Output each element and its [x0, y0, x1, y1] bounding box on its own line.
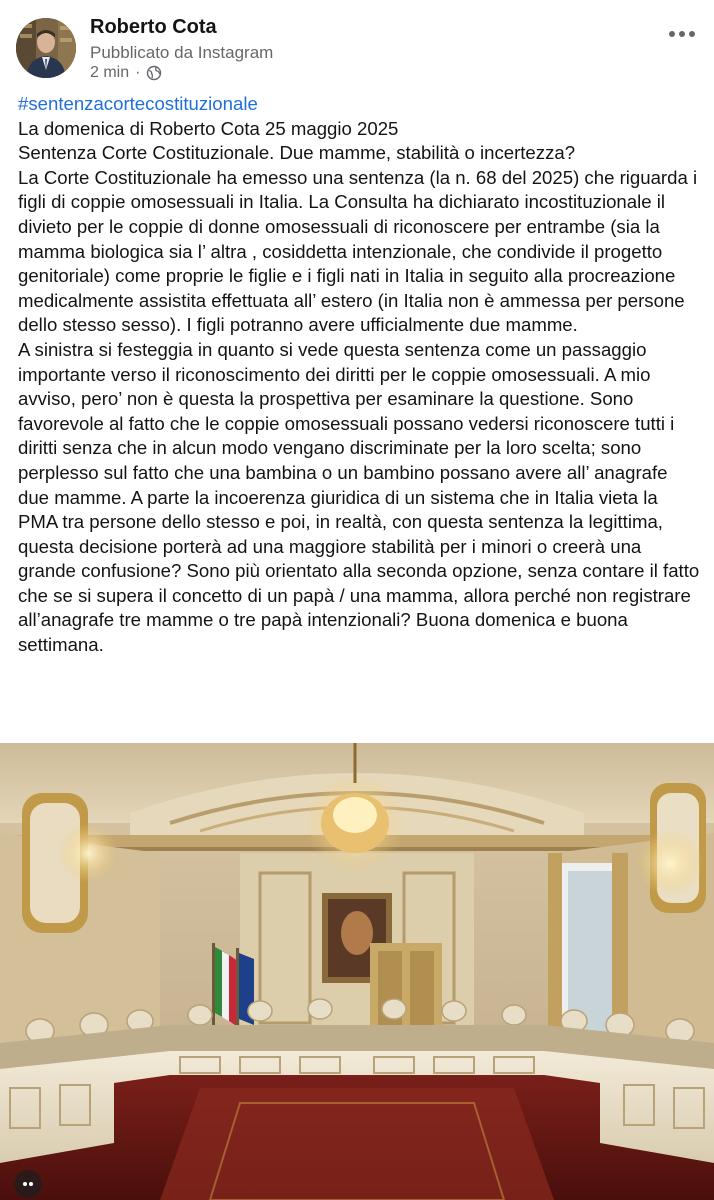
post-meta	[90, 64, 162, 82]
courtroom-image	[0, 743, 714, 1200]
author-avatar[interactable]	[16, 18, 76, 78]
avatar-image	[16, 18, 76, 78]
post-paragraph-2: A sinistra si festeggia in quanto si vede questa sentenza come un passaggio importante verso il riconoscimento dei diritti per le coppie omosessuali. A mio avviso, pero’ non è questa la prospettiva per esaminare la questione. Sono favorevole al fatto che le coppie omosessuali possano vedersi riconoscere tutti i diritti senza che in alcun modo vengano discriminate per la loro scelta; sono perplesso sul fatto che una bambina o un bambino possano avere all’ anagrafe due mamme. A parte la incoerenza giuridica di un sistema che in Italia vieta la PMA tra persone dello stesso e poi, in realtà, con questa sentenza la legittima, questa decisione porterà ad una maggiore stabilità per i minori o creerà una grande confusione? Sono più orientato alla seconda opzione, senza contare il fatto che se si supera il concetto di un papà / una mamma, allora perché non registrare all’anagrafe tre mamme o tre papà intenzionali? Buona domenica e buona settimana.	[18, 338, 700, 656]
globe-icon	[146, 65, 162, 81]
post-header	[0, 0, 714, 90]
post-time[interactable]: 2 min	[90, 64, 130, 81]
author-name[interactable]: Roberto Cota	[90, 16, 217, 38]
post-photo[interactable]	[0, 743, 714, 1200]
more-options-icon[interactable]	[662, 22, 702, 46]
post-source: Pubblicato da Instagram	[90, 43, 274, 62]
post-paragraph-1: La domenica di Roberto Cota 25 maggio 2025 Sentenza Corte Costituzionale. Due mamme, stabilità o incertezza? La Corte Costituzionale ha emesso una sentenza (la n. 68 del 2025) che riguarda i figli di coppie omosessuali in Italia. La Consulta ha dichiarato incostituzionale il divieto per le coppie di donne omosessuali di riconoscere per entrambe (sia la mamma biologica sia l’ altra , cosiddetta intenzionale, che condivide il progetto genitoriale) come proprie le figlie e i figli nati in Italia in seguito alla procreazione medicalmente assistita effettuata all’ estero (in Italia non è ammessa per persone dello stesso sesso). I figli potranno avere ufficialmente due mamme.	[18, 117, 698, 336]
dot	[669, 31, 675, 37]
dot	[679, 31, 685, 37]
dot	[689, 31, 695, 37]
meta-separator: ·	[135, 64, 141, 81]
hashtag-link[interactable]: #sentenzacortecostituzionale	[18, 93, 258, 114]
post-text	[18, 92, 702, 658]
image-badge-icon[interactable]	[14, 1170, 42, 1198]
